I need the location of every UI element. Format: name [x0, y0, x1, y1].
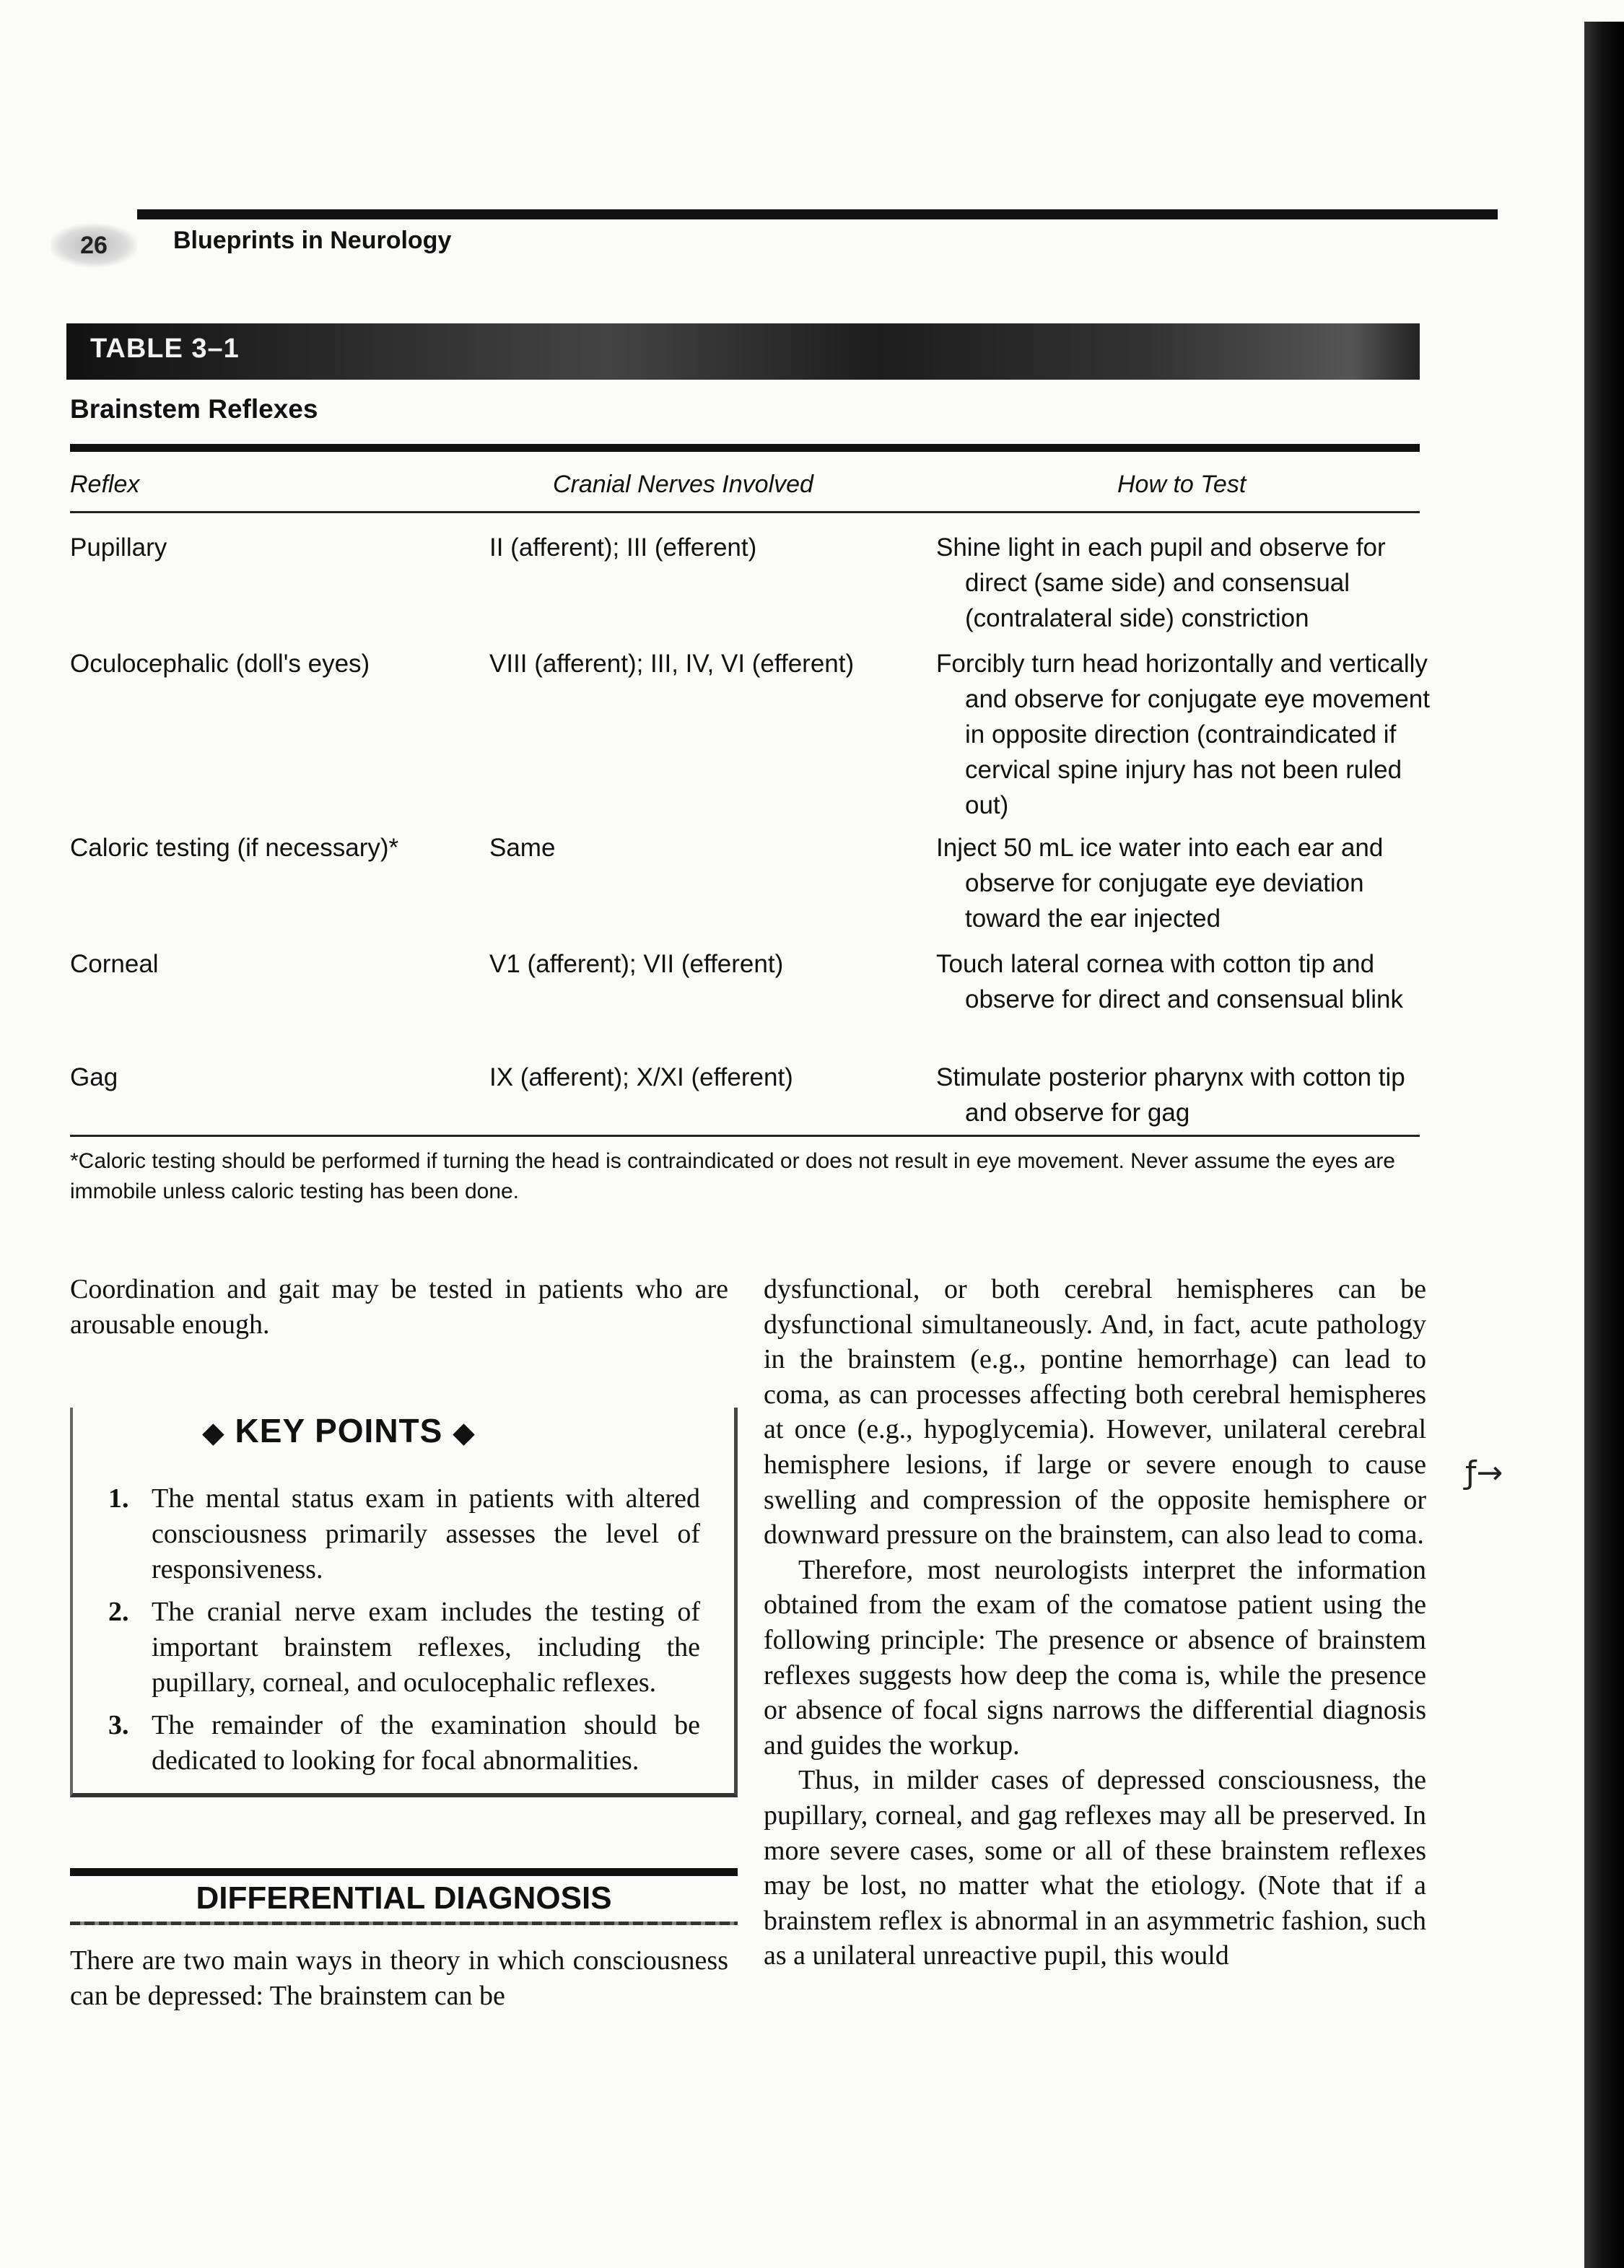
row-reflex: Corneal [70, 950, 159, 978]
list-item [108, 1708, 700, 1779]
section-rule [70, 1868, 738, 1876]
table-label: TABLE 3–1 [90, 333, 240, 364]
list-item [108, 1481, 700, 1587]
list-number: 2. [108, 1597, 129, 1627]
list-number: 3. [108, 1710, 129, 1740]
table-footnote: *Caloric testing should be performed if turning the head is contraindicated or does not result in eye movement. Never assume the eyes are immobile unless caloric testing has been done. [70, 1149, 1395, 1203]
page-edge-shadow [1584, 22, 1624, 2268]
paragraph: Thus, in milder cases of depressed consciousness, the pupillary, corneal, and gag reflexes may all be preserved. In more severe cases, some or all of these brainstem reflexes may be lost, no matter what the etiology. (Note that if a brainstem reflex is abnormal in an asymmetric fashion, such as a unilateral unreactive pupil, this would [764, 1765, 1426, 1971]
page-number: 26 [51, 224, 137, 267]
diamond-icon: ◆ [202, 1417, 225, 1449]
list-text: The mental status exam in patients with altered consciousness primarily assesses the level of responsiveness. [152, 1483, 700, 1584]
row-test: Touch lateral cornea with cotton tip and observe for direct and consensual blink [936, 950, 1404, 1013]
key-points-list [108, 1481, 700, 1786]
intro-paragraph: Coordination and gait may be tested in patients who are arousable enough. [70, 1274, 728, 1340]
row-nerves: Same [489, 834, 556, 862]
table-title: Brainstem Reflexes [70, 394, 318, 424]
row-reflex: Caloric testing (if necessary)* [70, 834, 399, 862]
row-nerves: IX (afferent); X/XI (efferent) [489, 1063, 793, 1091]
row-nerves: V1 (afferent); VII (efferent) [489, 950, 784, 978]
list-number: 1. [108, 1483, 129, 1514]
paragraph: Therefore, most neurologists interpret the information obtained from the exam of the comatose patient using the following principle: The presence or absence of brainstem reflexes suggests how deep the coma is, while the presence or absence of focal signs narrows the differential diagnosis and guides the workup. [764, 1554, 1426, 1761]
table-bottom-rule [70, 1135, 1420, 1137]
row-reflex: Pupillary [70, 533, 167, 562]
section-paragraph: There are two main ways in theory in which consciousness can be depressed: The brainstem can be [70, 1945, 728, 2011]
paragraph: dysfunctional, or both cerebral hemispheres can be dysfunctional simultaneously. And, in fact, acute pathology in the brainstem (e.g., pontine hemorrhage) can lead to coma, as can processes affecting both cerebral hemispheres at once (e.g., hypoglycemia). However, unilateral cerebral hemisphere lesions, if large or severe enough to cause swelling and compression of the opposite hemisphere or downward pressure on the brainstem, can also lead to coma. [764, 1274, 1426, 1550]
column-header-nerves: Cranial Nerves Involved [553, 471, 813, 498]
key-points-title [202, 1411, 476, 1450]
section-underline [70, 1922, 738, 1925]
list-text: The remainder of the examination should be dedicated to looking for focal abnormalities. [152, 1710, 700, 1776]
row-test: Shine light in each pupil and observe for direct (same side) and consensual (contralateral side) constriction [936, 533, 1386, 632]
table-banner [66, 323, 1420, 380]
list-text: The cranial nerve exam includes the testing of important brainstem reflexes, including the pupillary, corneal, and oculocephalic reflexes. [152, 1597, 700, 1698]
row-test: Inject 50 mL ice water into each ear and observe for conjugate eye deviation toward the ear injected [936, 834, 1384, 933]
margin-annotation: ƒ→ [1465, 1454, 1503, 1491]
row-test: Stimulate posterior pharynx with cotton tip and observe for gag [936, 1063, 1405, 1127]
key-points-label: KEY POINTS [235, 1412, 443, 1449]
table-header-rule [70, 511, 1420, 513]
list-item [108, 1595, 700, 1701]
diamond-icon: ◆ [453, 1417, 476, 1449]
header-rule [137, 209, 1498, 219]
row-nerves: II (afferent); III (efferent) [489, 533, 757, 562]
row-reflex: Gag [70, 1063, 118, 1091]
running-title: Blueprints in Neurology [173, 227, 452, 254]
section-title: DIFFERENTIAL DIAGNOSIS [196, 1880, 612, 1916]
row-nerves: VIII (afferent); III, IV, VI (efferent) [489, 650, 855, 678]
right-column-text [764, 1272, 1426, 1973]
column-header-reflex: Reflex [70, 471, 140, 498]
column-header-test: How to Test [1117, 471, 1247, 498]
table-top-rule [70, 444, 1420, 452]
row-reflex: Oculocephalic (doll's eyes) [70, 650, 370, 678]
row-test: Forcibly turn head horizontally and vertically and observe for conjugate eye movement in opposite direction (contraindicated if cervical spine injury has not been ruled out) [936, 650, 1430, 819]
